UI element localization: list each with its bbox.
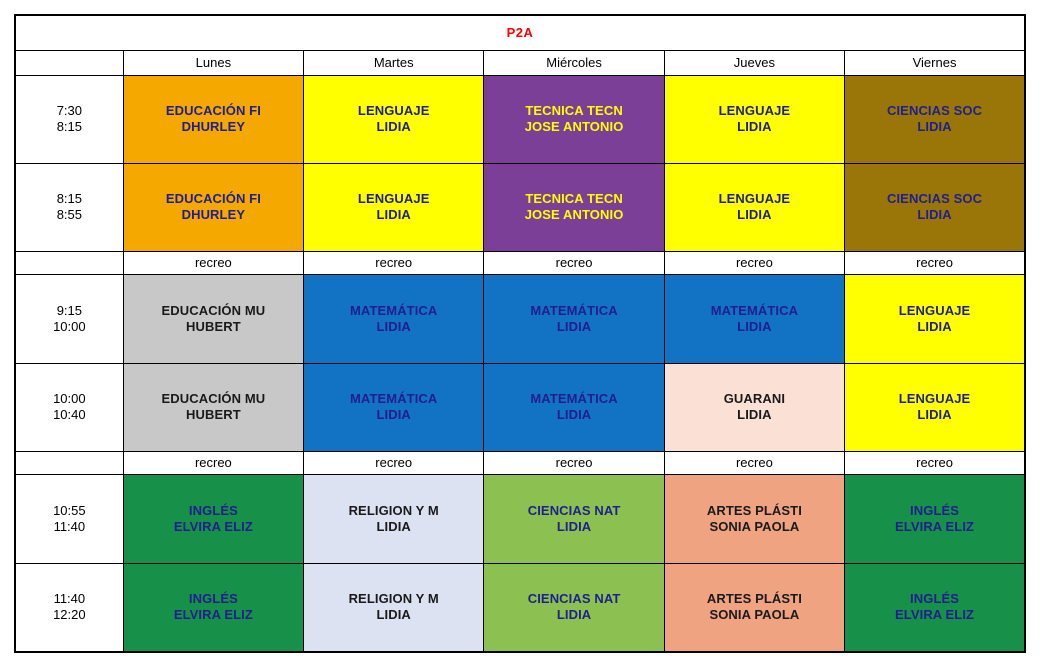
- time-start: 11:40: [53, 591, 86, 607]
- lesson-teacher: ELVIRA ELIZ: [894, 518, 975, 534]
- time-start: 8:15: [56, 191, 82, 207]
- lesson-teacher: LIDIA: [556, 319, 592, 335]
- lesson-cell[interactable]: [304, 563, 484, 652]
- lesson-cell[interactable]: [664, 275, 844, 363]
- lesson-subject: CIENCIAS NAT: [527, 591, 621, 607]
- break-time-cell: [15, 252, 123, 275]
- lesson-teacher: LIDIA: [556, 518, 592, 534]
- time-cell: [15, 75, 123, 163]
- time-cell: [15, 275, 123, 363]
- lesson-subject: INGLÉS: [910, 591, 960, 607]
- lesson-teacher: JOSE ANTONIO: [524, 207, 624, 223]
- lesson-teacher: LIDIA: [376, 207, 411, 223]
- lesson-row: [15, 475, 1025, 563]
- schedule-table: [14, 14, 1026, 653]
- lesson-teacher: LIDIA: [376, 607, 411, 623]
- day-header-miercoles: Miércoles: [484, 51, 664, 75]
- lesson-cell[interactable]: [484, 163, 664, 251]
- lesson-teacher: HUBERT: [185, 319, 241, 335]
- lesson-row: [15, 275, 1025, 363]
- lesson-teacher: SONIA PAOLA: [709, 518, 800, 534]
- lesson-subject: MATEMÁTICA: [530, 302, 618, 318]
- lesson-teacher: LIDIA: [737, 207, 772, 223]
- lesson-cell[interactable]: [123, 475, 303, 563]
- corner-cell: [15, 51, 123, 75]
- break-cell: recreo: [123, 252, 303, 275]
- time-end: 10:00: [53, 319, 86, 335]
- lesson-subject: MATEMÁTICA: [350, 391, 438, 407]
- lesson-teacher: ELVIRA ELIZ: [894, 607, 975, 623]
- lesson-teacher: SONIA PAOLA: [709, 607, 800, 623]
- lesson-row: [15, 363, 1025, 451]
- day-header-martes: Martes: [304, 51, 484, 75]
- lesson-teacher: LIDIA: [737, 119, 772, 135]
- time-end: 10:40: [53, 407, 86, 423]
- lesson-subject: EDUCACIÓN FI: [165, 191, 261, 207]
- break-row: [15, 252, 1025, 275]
- lesson-cell[interactable]: [845, 563, 1025, 652]
- time-cell: [15, 163, 123, 251]
- day-header-jueves: Jueves: [664, 51, 844, 75]
- lesson-subject: CIENCIAS NAT: [527, 502, 621, 518]
- lesson-teacher: LIDIA: [737, 319, 772, 335]
- break-cell: recreo: [664, 252, 844, 275]
- lesson-subject: LENGUAJE: [718, 191, 791, 207]
- break-cell: recreo: [484, 252, 664, 275]
- time-end: 8:15: [56, 119, 82, 135]
- lesson-teacher: LIDIA: [376, 518, 411, 534]
- lesson-teacher: LIDIA: [917, 119, 952, 135]
- lesson-subject: EDUCACIÓN MU: [161, 302, 266, 318]
- time-end: 8:55: [56, 207, 82, 223]
- page-title: P2A: [15, 15, 1025, 51]
- lesson-subject: ARTES PLÁSTI: [706, 502, 802, 518]
- lesson-subject: CIENCIAS SOC: [886, 191, 983, 207]
- time-start: 10:00: [53, 391, 86, 407]
- time-end: 12:20: [53, 607, 86, 623]
- day-header-lunes: Lunes: [123, 51, 303, 75]
- lesson-cell[interactable]: [123, 563, 303, 652]
- lesson-teacher: LIDIA: [376, 119, 411, 135]
- break-row: [15, 451, 1025, 474]
- lesson-cell[interactable]: [304, 275, 484, 363]
- break-cell: recreo: [664, 451, 844, 474]
- day-header-viernes: Viernes: [845, 51, 1025, 75]
- lesson-cell[interactable]: [123, 75, 303, 163]
- lesson-teacher: LIDIA: [917, 319, 952, 335]
- break-cell: recreo: [845, 451, 1025, 474]
- lesson-subject: LENGUAJE: [898, 391, 971, 407]
- time-start: 10:55: [53, 502, 86, 518]
- lesson-cell[interactable]: [484, 275, 664, 363]
- day-header-row: [15, 51, 1025, 75]
- lesson-subject: LENGUAJE: [357, 102, 430, 118]
- lesson-teacher: LIDIA: [917, 207, 952, 223]
- lesson-subject: INGLÉS: [910, 502, 960, 518]
- lesson-teacher: LIDIA: [376, 319, 411, 335]
- break-time-cell: [15, 451, 123, 474]
- lesson-subject: TECNICA TECN: [525, 191, 623, 207]
- lesson-subject: MATEMÁTICA: [530, 391, 618, 407]
- lesson-row: [15, 163, 1025, 251]
- break-cell: recreo: [845, 252, 1025, 275]
- lesson-subject: MATEMÁTICA: [710, 302, 799, 318]
- time-cell: [15, 563, 123, 652]
- lesson-subject: EDUCACIÓN MU: [161, 391, 266, 407]
- lesson-subject: ARTES PLÁSTI: [706, 591, 802, 607]
- time-cell: [15, 363, 123, 451]
- title-row: [15, 15, 1025, 51]
- lesson-teacher: ELVIRA ELIZ: [173, 607, 253, 623]
- lesson-row: [15, 75, 1025, 163]
- lesson-subject: INGLÉS: [188, 591, 238, 607]
- lesson-subject: LENGUAJE: [357, 191, 430, 207]
- lesson-teacher: JOSE ANTONIO: [524, 119, 624, 135]
- lesson-cell[interactable]: [664, 363, 844, 451]
- lesson-cell[interactable]: [304, 363, 484, 451]
- lesson-cell[interactable]: [484, 75, 664, 163]
- lesson-teacher: DHURLEY: [181, 207, 246, 223]
- lesson-teacher: LIDIA: [556, 407, 592, 423]
- lesson-cell[interactable]: [664, 75, 844, 163]
- lesson-teacher: LIDIA: [737, 407, 772, 423]
- time-cell: [15, 475, 123, 563]
- lesson-subject: INGLÉS: [188, 502, 238, 518]
- lesson-cell[interactable]: [664, 563, 844, 652]
- lesson-teacher: ELVIRA ELIZ: [173, 518, 253, 534]
- lesson-subject: LENGUAJE: [718, 102, 791, 118]
- lesson-teacher: LIDIA: [917, 407, 952, 423]
- lesson-cell[interactable]: [484, 563, 664, 652]
- lesson-cell[interactable]: [845, 75, 1025, 163]
- time-start: 7:30: [56, 102, 82, 118]
- lesson-subject: TECNICA TECN: [525, 102, 623, 118]
- lesson-subject: RELIGION Y M: [348, 591, 439, 607]
- lesson-teacher: LIDIA: [556, 607, 592, 623]
- lesson-cell[interactable]: [845, 163, 1025, 251]
- lesson-row: [15, 563, 1025, 652]
- lesson-subject: CIENCIAS SOC: [886, 102, 983, 118]
- time-end: 11:40: [53, 518, 86, 534]
- lesson-cell[interactable]: [304, 75, 484, 163]
- lesson-cell[interactable]: [845, 275, 1025, 363]
- break-cell: recreo: [123, 451, 303, 474]
- break-cell: recreo: [304, 252, 484, 275]
- time-start: 9:15: [56, 302, 82, 318]
- lesson-cell[interactable]: [845, 363, 1025, 451]
- lesson-cell[interactable]: [123, 275, 303, 363]
- lesson-subject: RELIGION Y M: [348, 502, 439, 518]
- lesson-cell[interactable]: [664, 475, 844, 563]
- lesson-teacher: DHURLEY: [181, 119, 246, 135]
- break-cell: recreo: [304, 451, 484, 474]
- lesson-cell[interactable]: [484, 475, 664, 563]
- lesson-teacher: HUBERT: [185, 407, 241, 423]
- break-cell: recreo: [484, 451, 664, 474]
- lesson-cell[interactable]: [484, 363, 664, 451]
- lesson-subject: LENGUAJE: [898, 302, 971, 318]
- lesson-subject: MATEMÁTICA: [350, 302, 438, 318]
- lesson-teacher: LIDIA: [376, 407, 411, 423]
- lesson-cell[interactable]: [123, 363, 303, 451]
- lesson-cell[interactable]: [123, 163, 303, 251]
- lesson-subject: EDUCACIÓN FI: [165, 102, 261, 118]
- lesson-cell[interactable]: [664, 163, 844, 251]
- lesson-cell[interactable]: [845, 475, 1025, 563]
- lesson-subject: GUARANI: [723, 391, 786, 407]
- lesson-cell[interactable]: [304, 475, 484, 563]
- lesson-cell[interactable]: [304, 163, 484, 251]
